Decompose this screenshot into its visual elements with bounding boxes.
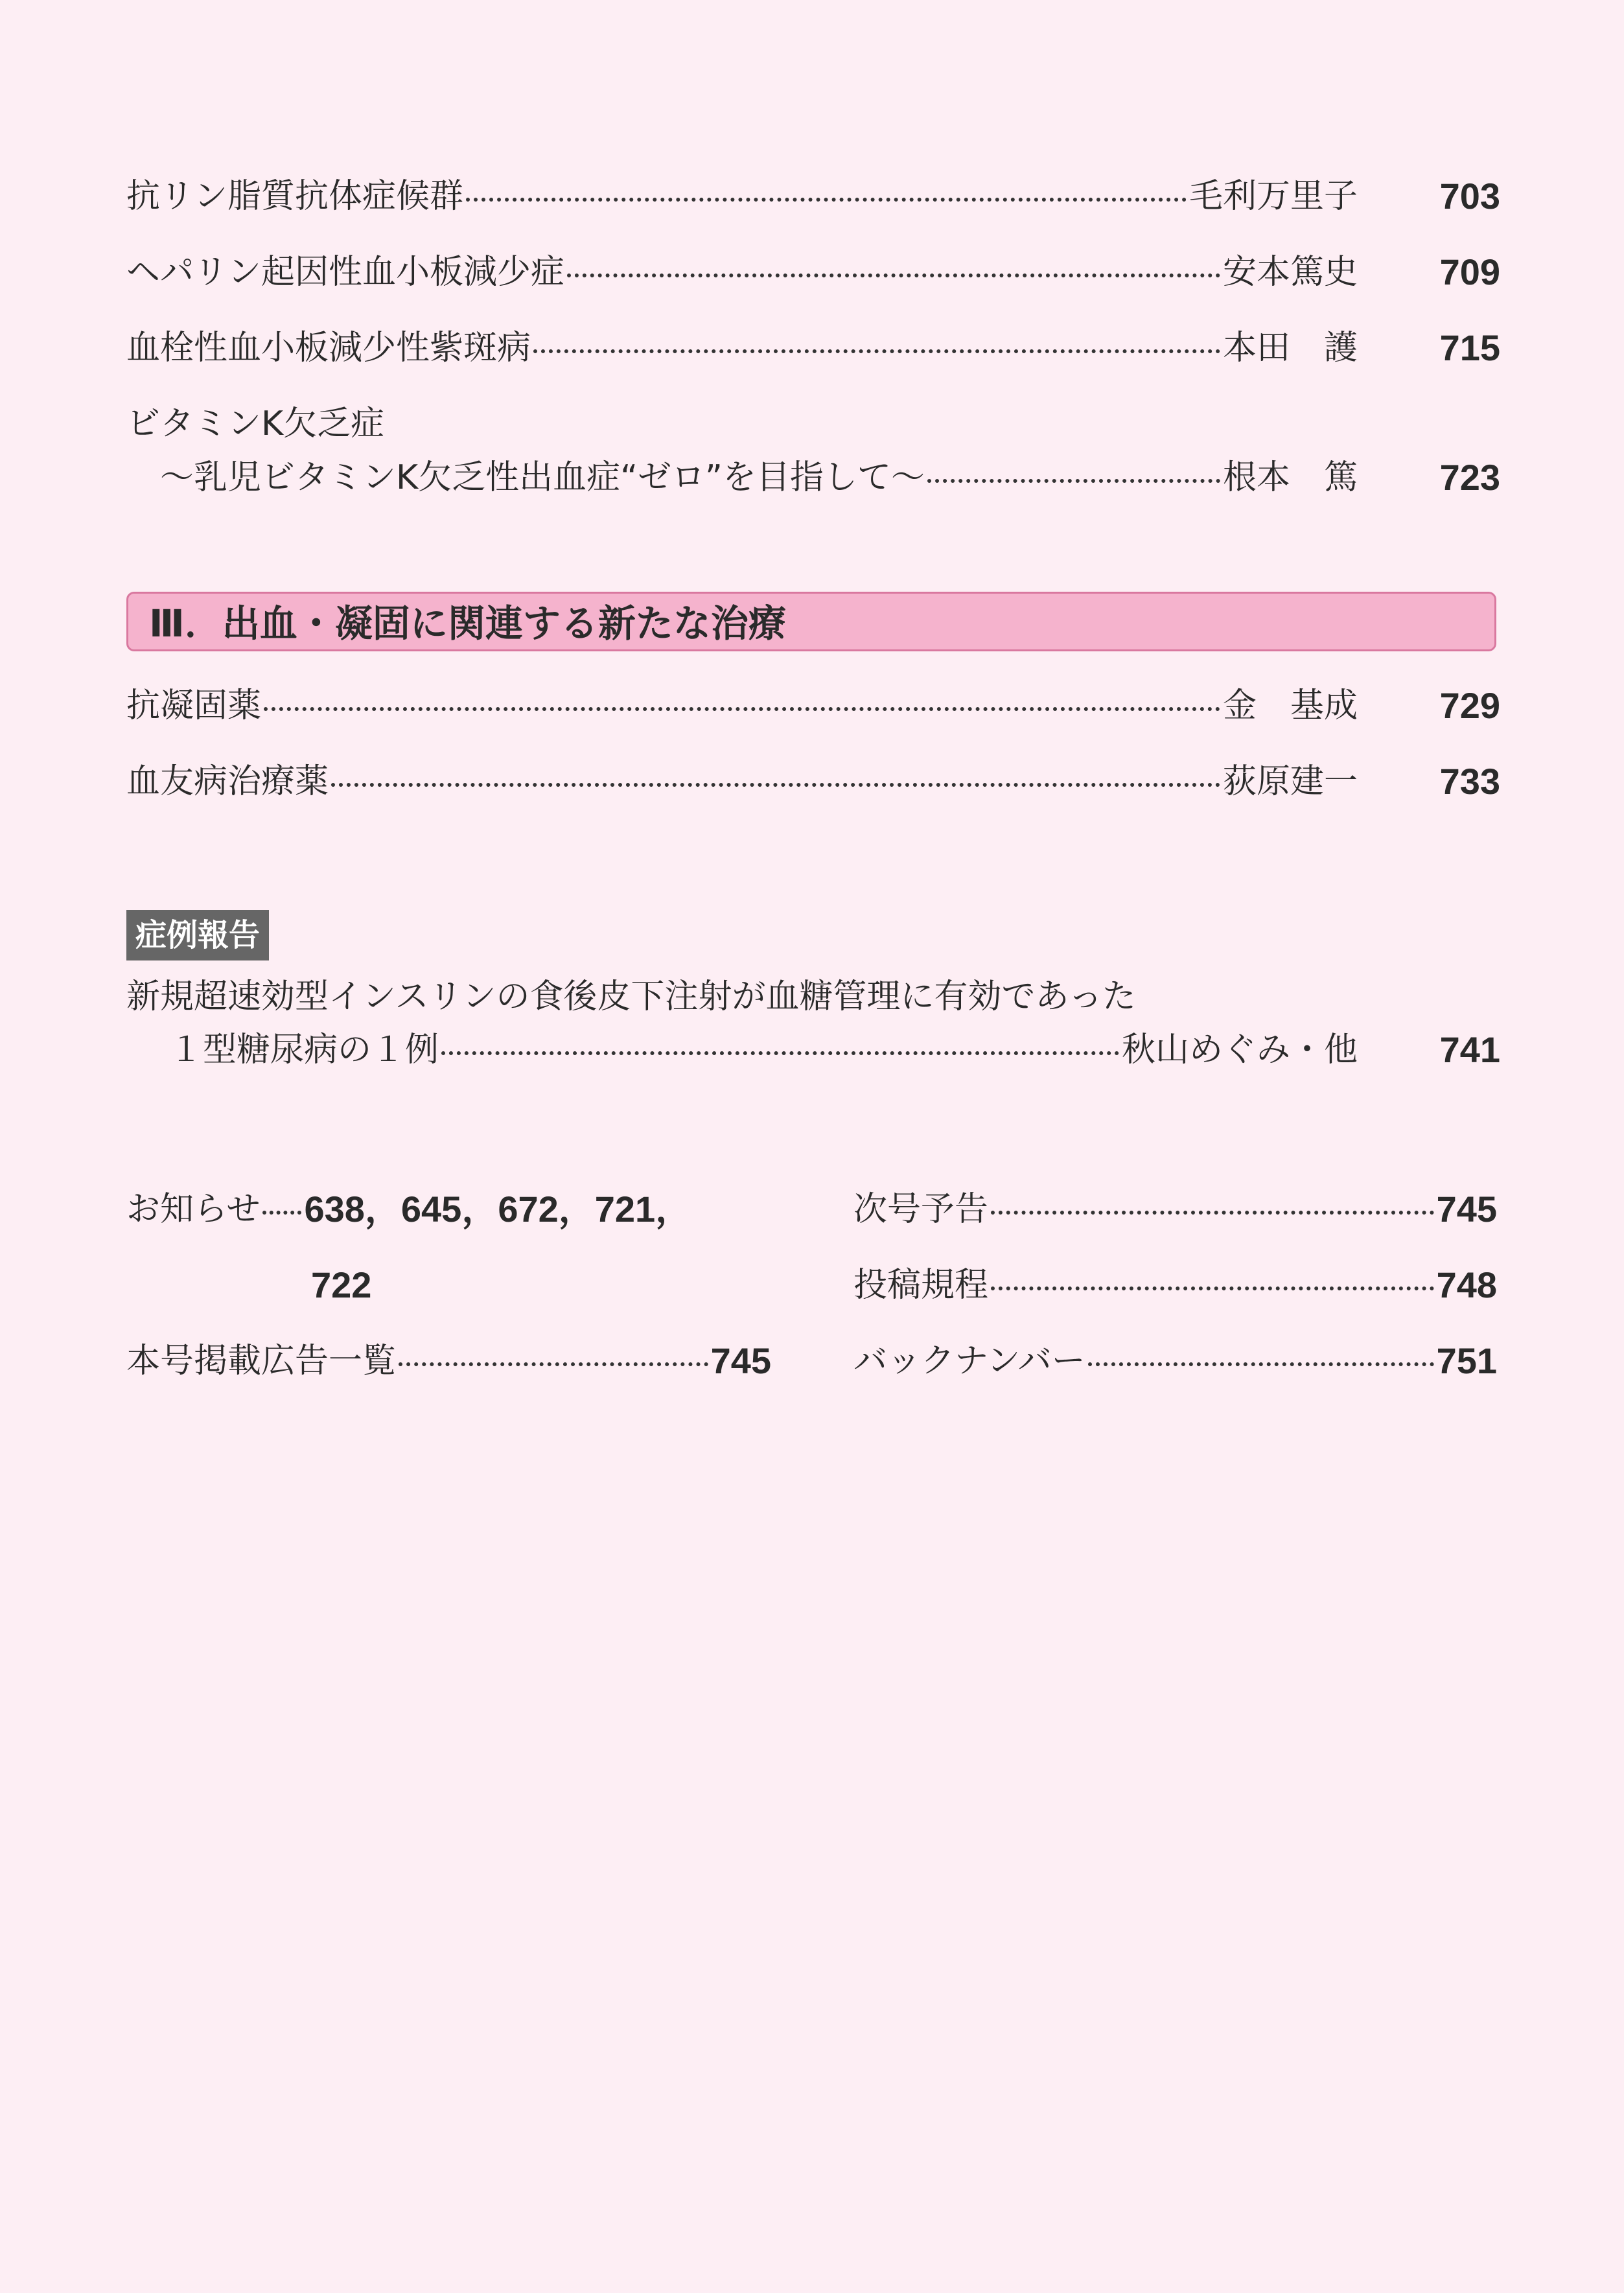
leader-dots [1088, 1362, 1434, 1366]
back-number-entry[interactable] [853, 1335, 1497, 1387]
entry-title: 抗リン脂質抗体症候群 [126, 177, 464, 216]
section-heading: Ⅲ．出血・凝固に関連する新たな治療 [126, 592, 1496, 651]
notice-pages-2: 722 [311, 1264, 372, 1305]
entry-author: 本田 護 [1222, 329, 1358, 367]
toc-entry[interactable] [126, 170, 1500, 222]
ads-label: 本号掲載広告一覧 [126, 1342, 397, 1380]
leader-dots [331, 783, 1220, 787]
next-issue-entry[interactable] [853, 1183, 1497, 1235]
rules-entry[interactable] [853, 1259, 1497, 1311]
entry-author: 秋山めぐみ・他 [1121, 1030, 1358, 1069]
entry-page: 729 [1439, 685, 1500, 726]
toc-page [126, 0, 1500, 2293]
rules-page: 748 [1436, 1264, 1497, 1305]
leader-dots [991, 1286, 1434, 1290]
leader-dots [399, 1362, 708, 1366]
next-page: 745 [1436, 1189, 1497, 1229]
entry-subtitle: １型糖尿病の１例 [169, 1030, 439, 1069]
entry-author: 金 基成 [1222, 686, 1358, 725]
entry-title: 血友病治療薬 [126, 762, 329, 801]
entry-author: 毛利万里子 [1189, 177, 1358, 216]
next-label: 次号予告 [853, 1190, 989, 1229]
notice-entry-cont[interactable] [311, 1259, 371, 1311]
entry-title: 抗凝固薬 [126, 686, 262, 725]
ads-entry[interactable] [126, 1335, 771, 1387]
notice-entry[interactable] [126, 1183, 774, 1235]
toc-entry[interactable] [126, 452, 1500, 504]
entry-subtitle: ～乳児ビタミンK欠乏性出血症“ゼロ”を目指して～ [160, 458, 925, 497]
back-label: バックナンバー [853, 1342, 1085, 1380]
leader-dots [466, 198, 1187, 202]
entry-page: 741 [1439, 1029, 1500, 1070]
entry-page: 703 [1439, 176, 1500, 216]
back-page: 751 [1436, 1340, 1497, 1381]
entry-author: 荻原建一 [1222, 762, 1358, 801]
entry-title[interactable]: 新規超速効型インスリンの食後皮下注射が血糖管理に有効であった [126, 977, 1136, 1016]
entry-title[interactable]: ビタミンK欠乏症 [126, 404, 385, 443]
entry-title: 血栓性血小板減少性紫斑病 [126, 329, 531, 367]
notice-pages: 638，645，672，721， [304, 1189, 692, 1229]
rules-label: 投稿規程 [853, 1266, 989, 1305]
leader-dots [927, 479, 1220, 483]
leader-dots [441, 1051, 1119, 1055]
toc-entry[interactable] [126, 322, 1500, 374]
entry-page: 709 [1439, 251, 1500, 292]
toc-entry[interactable] [126, 680, 1500, 732]
case-report-tag: 症例報告 [126, 910, 269, 960]
toc-entry[interactable] [126, 756, 1500, 808]
notice-label: お知らせ [126, 1190, 261, 1229]
entry-title: ヘパリン起因性血小板減少症 [126, 253, 565, 292]
entry-page: 733 [1439, 761, 1500, 802]
entry-page: 715 [1439, 327, 1500, 368]
ads-page: 745 [710, 1340, 771, 1381]
toc-entry[interactable] [126, 246, 1500, 298]
entry-page: 723 [1439, 457, 1500, 498]
leader-dots [567, 274, 1220, 277]
entry-author: 安本篤史 [1222, 253, 1358, 292]
entry-author: 根本 篤 [1222, 458, 1358, 497]
leader-dots [264, 707, 1220, 711]
leader-dots [533, 349, 1220, 353]
leader-dots [991, 1211, 1434, 1215]
leader-dots [262, 1211, 301, 1215]
toc-entry[interactable] [126, 1024, 1500, 1076]
